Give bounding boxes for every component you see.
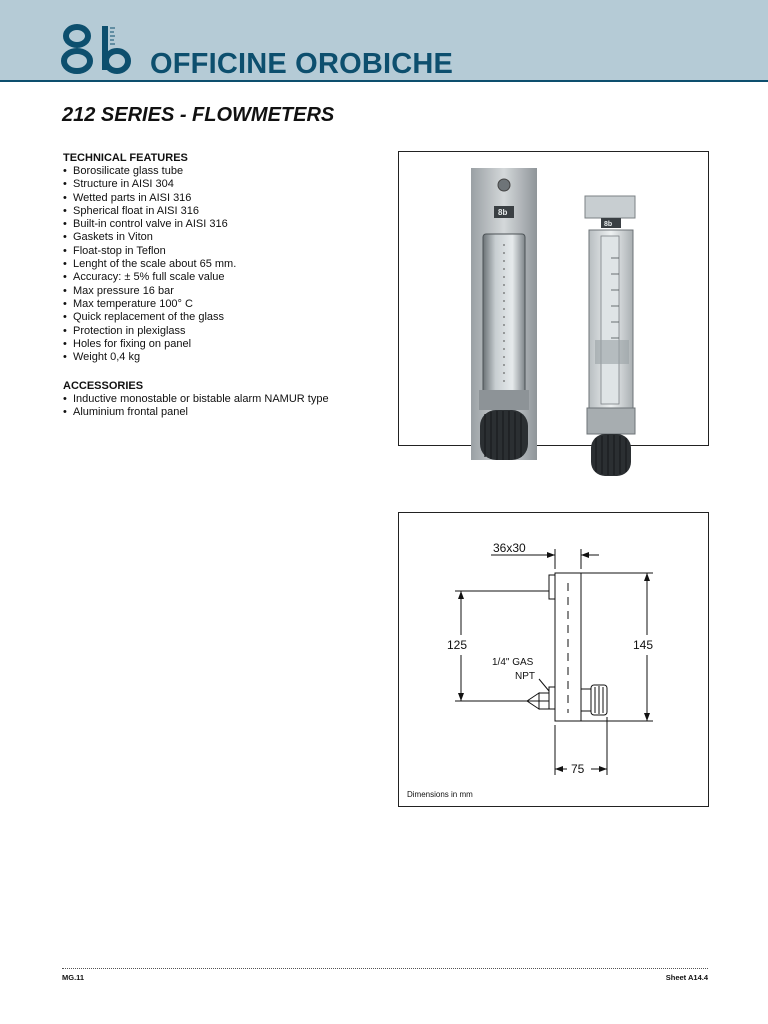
top-fixing-block — [549, 575, 555, 599]
product-photo — [398, 151, 709, 446]
accessories-heading: ACCESSORIES — [63, 380, 144, 392]
thread-gas-label: 1/4" GAS — [492, 657, 534, 668]
accessories-list — [63, 393, 329, 420]
list-item: • Lenght of the scale about 65 mm. — [63, 258, 236, 271]
page-title: 212 SERIES - FLOWMETERS — [62, 104, 335, 126]
footer-code: MG.11 — [62, 973, 85, 982]
thread-npt-label: NPT — [515, 671, 535, 682]
dim-height-outer-label: 145 — [633, 638, 654, 652]
screw-icon — [498, 179, 510, 191]
list-item: • Structure in AISI 304 — [63, 178, 236, 191]
brand-name: OFFICINE OROBICHE — [150, 48, 454, 80]
svg-text:8b: 8b — [604, 221, 613, 228]
list-item: • Weight 0,4 kg — [63, 351, 236, 364]
list-item: • Holes for fixing on panel — [63, 338, 236, 351]
flowmeter-illustration — [399, 152, 710, 482]
list-item: • Max pressure 16 bar — [63, 285, 236, 298]
dimension-drawing-svg — [399, 513, 708, 806]
technical-features-list — [63, 165, 236, 364]
list-item: • Accuracy: ± 5% full scale value — [63, 271, 236, 284]
footer-sheet: Sheet A14.4 — [665, 973, 708, 982]
dimension-drawing — [398, 512, 709, 807]
svg-text:8b: 8b — [498, 208, 508, 217]
dim-height-inner-label: 125 — [447, 638, 468, 652]
list-item: • Borosilicate glass tube — [63, 165, 236, 178]
dimensions-note: Dimensions in mm — [407, 790, 473, 799]
footer-divider — [62, 968, 708, 969]
list-item: • Quick replacement of the glass — [63, 311, 236, 324]
dim-depth-label: 75 — [571, 762, 585, 776]
glass-tube — [483, 234, 525, 394]
control-valve-knob — [591, 434, 631, 476]
list-item: • Built-in control valve in AISI 316 — [63, 218, 236, 231]
list-item: • Gaskets in Viton — [63, 231, 236, 244]
list-item: • Spherical float in AISI 316 — [63, 205, 236, 218]
list-item: • Aluminium frontal panel — [63, 406, 329, 419]
technical-features-heading: TECHNICAL FEATURES — [63, 152, 188, 164]
ob-logo-icon — [60, 22, 136, 74]
list-item: • Inductive monostable or bistable alarm NAMUR type — [63, 393, 329, 406]
dim-section-label: 36x30 — [493, 541, 526, 555]
list-item: • Protection in plexiglass — [63, 325, 236, 338]
list-item: • Wetted parts in AISI 316 — [63, 192, 236, 205]
list-item: • Float-stop in Teflon — [63, 245, 236, 258]
list-item: • Max temperature 100° C — [63, 298, 236, 311]
